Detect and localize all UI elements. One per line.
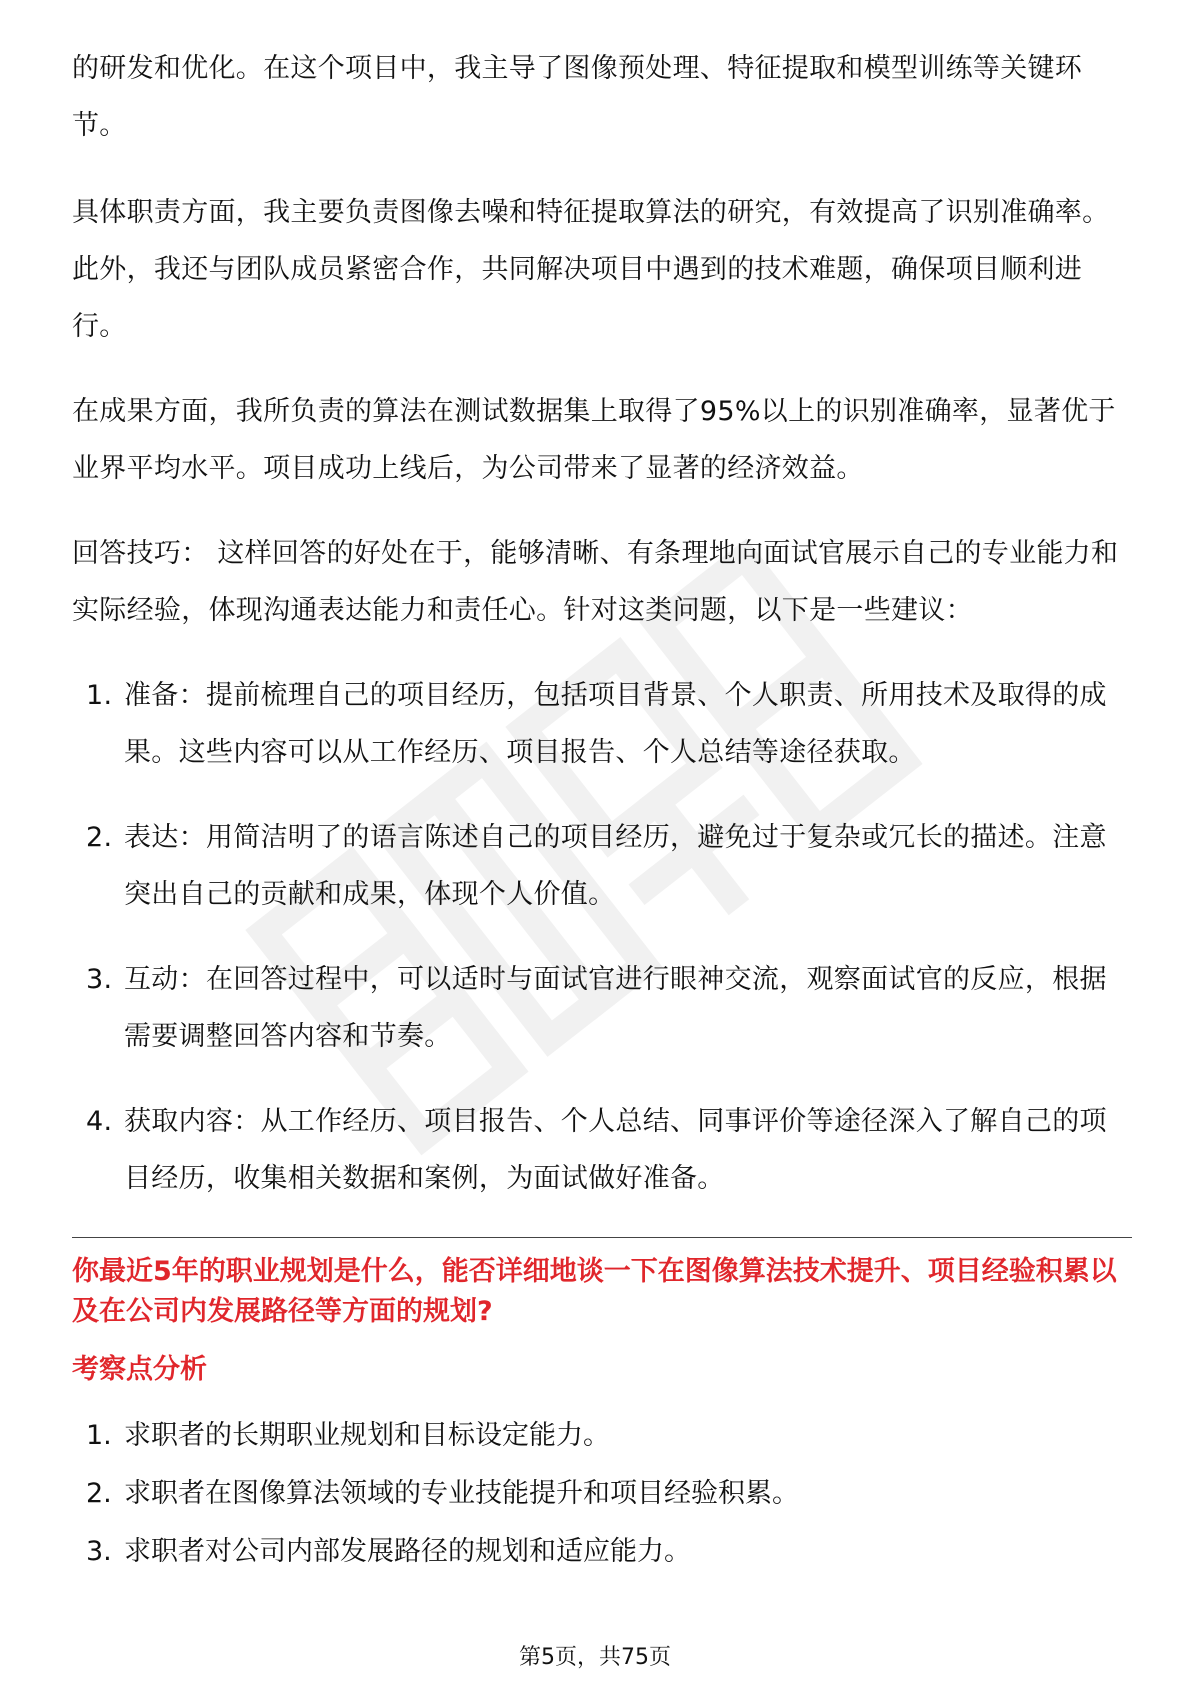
list-number: 1. bbox=[86, 680, 113, 711]
list-number: 2. bbox=[86, 1478, 112, 1509]
list-number: 3. bbox=[86, 1536, 112, 1567]
list-item-text: 求职者对公司内部发展路径的规划和适应能力。 bbox=[124, 1536, 691, 1567]
paragraph-intro: 的研发和优化。在这个项目中，我主导了图像预处理、特征提取和模型训练等关键环节。 bbox=[72, 53, 1083, 141]
section-divider bbox=[72, 1237, 1132, 1238]
list-item bbox=[72, 667, 1132, 781]
paragraph-results: 在成果方面，我所负责的算法在测试数据集上取得了95%以上的识别准确率，显著优于业界平均水平。项目成功上线后，为公司带来了显著的经济效益。 bbox=[72, 396, 1116, 484]
list-number: 3. bbox=[86, 964, 113, 995]
list-number: 1. bbox=[86, 1420, 112, 1451]
list-item bbox=[72, 951, 1132, 1065]
list-item-text: 求职者在图像算法领域的专业技能提升和项目经验积累。 bbox=[124, 1478, 799, 1509]
analysis-points-list bbox=[72, 1416, 1132, 1572]
list-number: 4. bbox=[86, 1106, 113, 1137]
list-item-text: 求职者的长期职业规划和目标设定能力。 bbox=[124, 1420, 610, 1451]
list-item bbox=[72, 1532, 1132, 1572]
section-title: 考察点分析 bbox=[72, 1354, 207, 1385]
list-item bbox=[72, 1416, 1132, 1456]
list-number: 2. bbox=[86, 822, 113, 853]
list-item-text: 准备：提前梳理自己的项目经历，包括项目背景、个人职责、所用技术及取得的成果。这些内容可以从工作经历、项目报告、个人总结等途径获取。 bbox=[124, 680, 1107, 768]
page-content bbox=[72, 40, 1132, 1590]
interview-question: 你最近5年的职业规划是什么，能否详细地谈一下在图像算法技术提升、项目经验积累以及在公司内发展路径等方面的规划? bbox=[72, 1256, 1117, 1327]
list-item-text: 互动：在回答过程中，可以适时与面试官进行眼神交流，观察面试官的反应，根据需要调整回答内容和节奏。 bbox=[124, 964, 1107, 1052]
tips-list bbox=[72, 667, 1132, 1207]
list-item-text: 表达：用简洁明了的语言陈述自己的项目经历，避免过于复杂或冗长的描述。注意突出自己的贡献和成果，体现个人价值。 bbox=[124, 822, 1107, 910]
paragraph-answer-tips: 回答技巧： 这样回答的好处在于，能够清晰、有条理地向面试官展示自己的专业能力和实际经验，体现沟通表达能力和责任心。针对这类问题，以下是一些建议： bbox=[72, 538, 1119, 626]
list-item bbox=[72, 1093, 1132, 1207]
list-item-text: 获取内容：从工作经历、项目报告、个人总结、同事评价等途径深入了解自己的项目经历，收集相关数据和案例，为面试做好准备。 bbox=[124, 1106, 1107, 1194]
list-item bbox=[72, 1474, 1132, 1514]
page-footer: 第5页，共75页 bbox=[519, 1645, 671, 1670]
list-item bbox=[72, 809, 1132, 923]
paragraph-responsibilities: 具体职责方面，我主要负责图像去噪和特征提取算法的研究，有效提高了识别准确率。此外，我还与团队成员紧密合作，共同解决项目中遇到的技术难题，确保项目顺利进行。 bbox=[72, 197, 1110, 342]
